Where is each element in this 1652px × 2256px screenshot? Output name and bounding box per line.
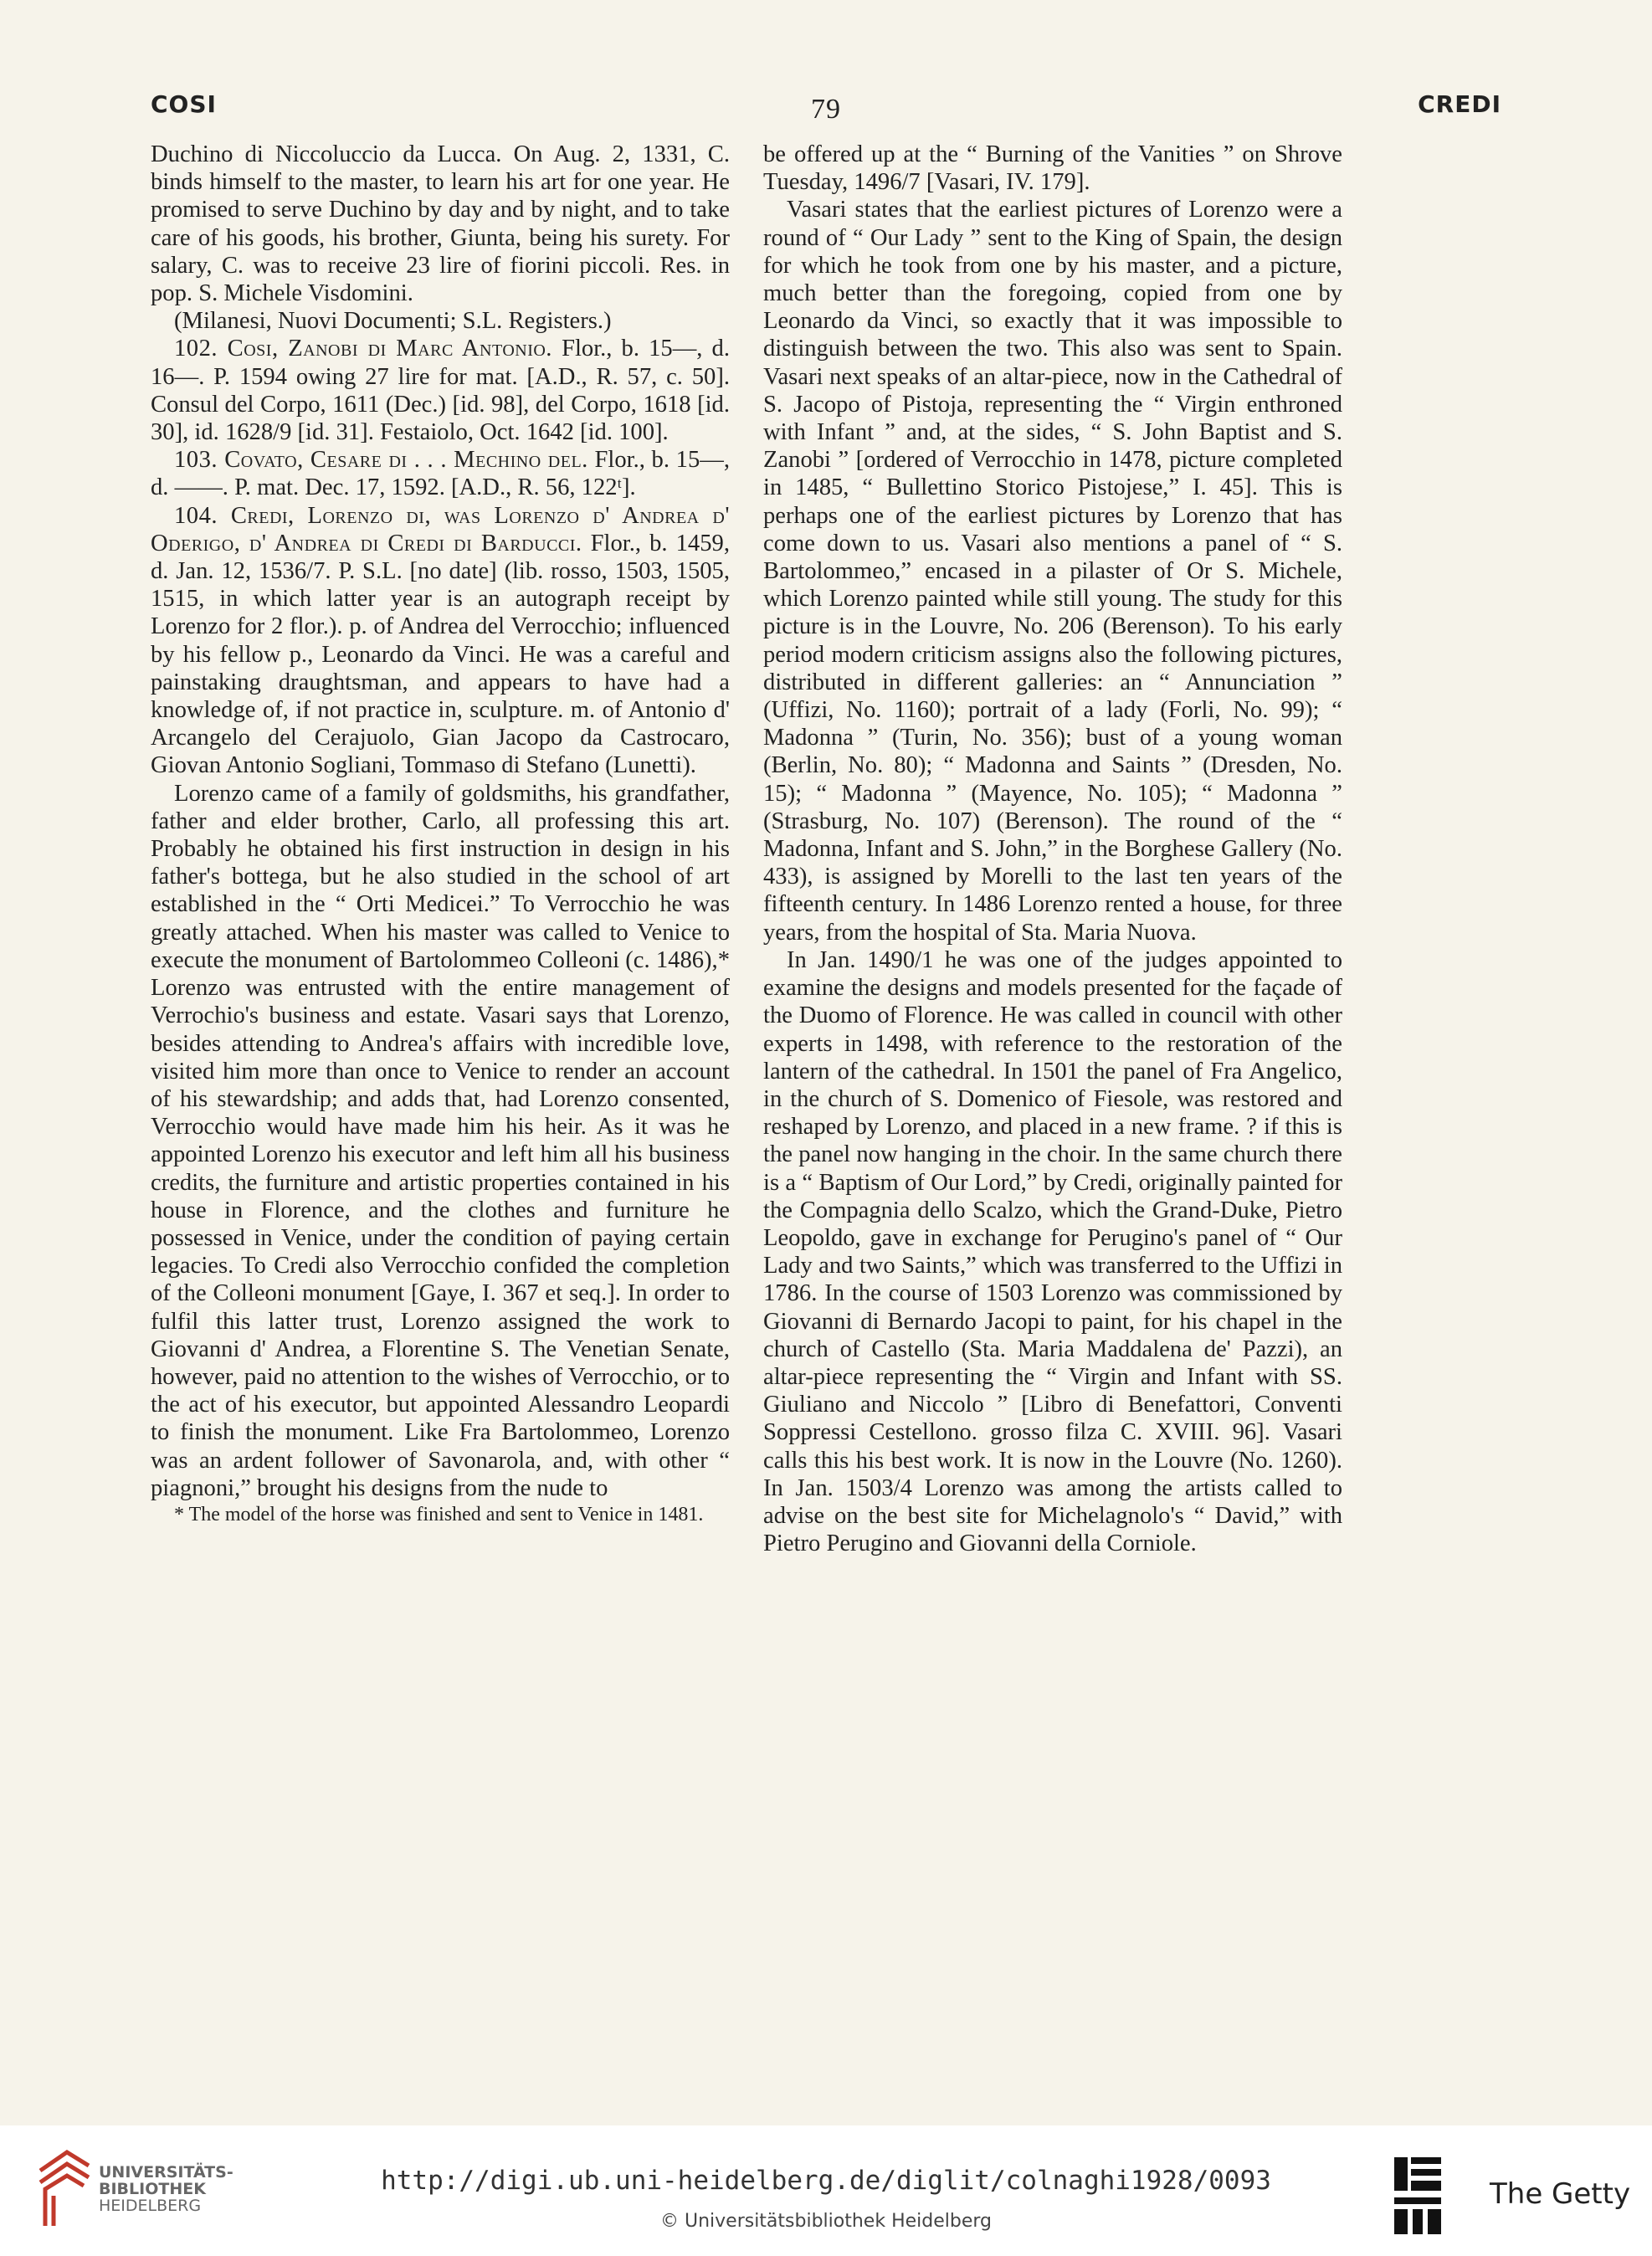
entry-103: [151, 446, 730, 501]
entry-heading: 103. Covato, Cesare di . . . Mechino del.: [174, 447, 588, 474]
getty-name: The Getty: [1490, 2177, 1631, 2211]
paragraph: Duchino di Niccoluccio da Lucca. On Aug. 2, 1331, C. binds himself to the master, to learn his art for one year. He promised to serve Duchino by day and by night, and to take care of his goods, his brother, Giunta, being his surety. For salary, C. was to receive 23 lire of fiorini piccoli. Res. in pop. S. Michele Visdomini.: [151, 141, 730, 307]
header-left: COSI: [151, 90, 217, 118]
footnote: * The model of the horse was finished and sent to Venice in 1481.: [174, 1503, 704, 1525]
entry-body: Flor., b. 15—, d. ——. P. mat. Dec. 17, 1592. [A.D., R. 56, 122ᵗ].: [151, 447, 730, 501]
entry-body: Flor., b. 15—, d. 16—. P. 1594 owing 27 lire for mat. [A.D., R. 57, c. 50]. Consul del Corpo, 1611 (Dec.) [id. 98], del Corpo, 1618 [id. 30], id. 1628/9 [id. 31]. Festaiolo, Oct. 1642 [id. 100].: [151, 336, 730, 446]
entry-heading: 102. Cosi, Zanobi di Marc Antonio.: [174, 336, 552, 362]
copyright-notice: © Universitätsbibliothek Heidelberg: [659, 2211, 992, 2232]
running-head: [151, 90, 1501, 124]
paragraph: Lorenzo came of a family of goldsmiths, his grandfather, father and elder brother, Carlo, all professing this art. Probably he obtained his first instruction in design in his father's bottega, but he also studied in the school of art established in the “ Orti Medicei.” To Verrocchio he was greatly attached. When his master was called to Venice to execute the monument of Bartolommeo Colleoni (c. 1486),* Lorenzo was entrusted with the entire management of Verrochio's business and estate. Vasari says that Lorenzo, besides attending to Andrea's affairs with incredible love, visited him more than once to Venice to render an account of his stewardship; and adds that, had Lorenzo consented, Verrocchio would have made him his heir. As it was he appointed Lorenzo his executor and left him all his business credits, the furniture and artistic properties contained in his house in Florence, and the clothes and furniture he possessed in Venice, under the condition of paying certain legacies. To Credi also Verrocchio confided the completion of the Colleoni monument [Gaye, I. 367 et seq.]. In order to fulfil this latter trust, Lorenzo assigned the work to Giovanni d' Andrea, a Florentine S. The Venetian Senate, however, paid no attention to the wishes of Verrocchio, or to the act of his executor, but appointed Alessandro Leopardi to finish the monument. Like Fra Bartolommeo, Lorenzo was an ardent follower of Savonarola, and, with other “ piagnoni,” brought his designs from the nude to: [151, 780, 730, 1501]
right-column: [763, 141, 1342, 1557]
entry-body: Flor., b. 1459, d. Jan. 12, 1536/7. P. S.L. [no date] (lib. rosso, 1503, 1505, 1515, in which latter year is an autograph receipt by Lorenzo for 2 flor.). p. of Andrea del Verrocchio; influenced by his fellow p., Leonardo da Vinci. He was a careful and painstaking draughtsman, and appears to have had a knowledge of, if not practice in, sculpture. m. of Antonio d' Arcangelo del Cerajuolo, Gian Jacopo da Castrocaro, Giovan Antonio Sogliani, Tommaso di Stefano (Lunetti).: [151, 530, 730, 779]
footer-bar: [0, 2125, 1652, 2256]
left-column: [151, 141, 730, 1527]
paragraph: be offered up at the “ Burning of the Vanities ” on Shrove Tuesday, 1496/7 [Vasari, IV. 179].: [763, 141, 1342, 196]
entry-102: [151, 335, 730, 446]
library-name: UNIVERSITÄTS- BIBLIOTHEK HEIDELBERG: [99, 2163, 233, 2215]
entry-heading: 104. Credi, Lorenzo di, was Lorenzo d' Andrea d' Oderigo, d' Andrea di Credi di Barducci.: [151, 502, 730, 556]
header-right: CREDI: [1418, 90, 1501, 118]
page-number: 79: [811, 94, 841, 125]
paragraph: Vasari states that the earliest pictures of Lorenzo were a round of “ Our Lady ” sent to the King of Spain, the design for which he took from one by his master, and a picture, much better than the foregoing, copied from one by Leonardo da Vinci, so exactly that it was impossible to distinguish between the two. This also was sent to Spain. Vasari next speaks of an altar-piece, now in the Cathedral of S. Jacopo of Pistoja, representing the “ Virgin enthroned with Infant ” and, at the sides, “ S. John Baptist and S. Zanobi ” [ordered of Verrocchio in 1478, picture completed in 1485, “ Bullettino Storico Pistojese,” I. 45]. This is perhaps one of the earliest pictures by Lorenzo that has come down to us. Vasari also mentions a panel of “ S. Bartolommeo,” encased in a pilaster of Or S. Michele, which Lorenzo painted while still young. The study for this picture is in the Louvre, No. 206 (Berenson). To his early period modern criticism assigns also the following pictures, distributed in different galleries: an “ Annunciation ” (Uffizi, No. 1160); portrait of a lady (Forli, No. 99); “ Madonna ” (Turin, No. 356); bust of a young woman (Berlin, No. 80); “ Madonna and Saints ” (Dresden, No. 15); “ Madonna ” (Mayence, No. 105); “ Madonna ” (Strasburg, No. 107) (Berenson). The round of the “ Madonna, Infant and S. John,” in the Borghese Gallery (No. 433), is assigned by Morelli to the last ten years of the fifteenth century. In 1486 Lorenzo rented a house, for three years, from the hospital of Sta. Maria Nuova.: [763, 197, 1342, 946]
permalink[interactable]: http://digi.ub.uni-heidelberg.de/diglit/colnaghi1928/0093: [381, 2166, 1271, 2196]
getty-logo-icon: [1393, 2157, 1443, 2238]
entry-104: [151, 502, 730, 780]
paragraph: (Milanesi, Nuovi Documenti; S.L. Registers.): [174, 308, 612, 335]
paragraph: In Jan. 1490/1 he was one of the judges appointed to examine the designs and models presented for the façade of the Duomo of Florence. He was called in council with other experts in 1498, with reference to the restoration of the lantern of the cathedral. In 1501 the panel of Fra Angelico, in the church of S. Domenico of Fiesole, was restored and reshaped by Lorenzo, and placed in a new frame. ? if this is the panel now hanging in the choir. In the same church there is a “ Baptism of Our Lord,” by Credi, originally painted for the Compagnia dello Scalzo, which the Grand-Duke, Pietro Leopoldo, gave in exchange for Perugino's panel of “ Our Lady and two Saints,” which was transferred to the Uffizi in 1786. In the course of 1503 Lorenzo was commissioned by Giovanni di Bernardo Jacopi to paint, for his chapel in the church of Castello (Sta. Maria Maddalena de' Pazzi), an altar-piece representing the “ Virgin and Infant with SS. Giuliano and Niccolo ” [Libro di Benefattori, Conventi Soppressi Cestellono. grosso filza C. XVIII. 96]. Vasari calls this his best work. It is now in the Louvre (No. 1260). In Jan. 1503/4 Lorenzo was among the artists called to advise on the best site for Michelagnolo's “ David,” with Pietro Perugino and Giovanni della Corniole.: [763, 946, 1342, 1557]
